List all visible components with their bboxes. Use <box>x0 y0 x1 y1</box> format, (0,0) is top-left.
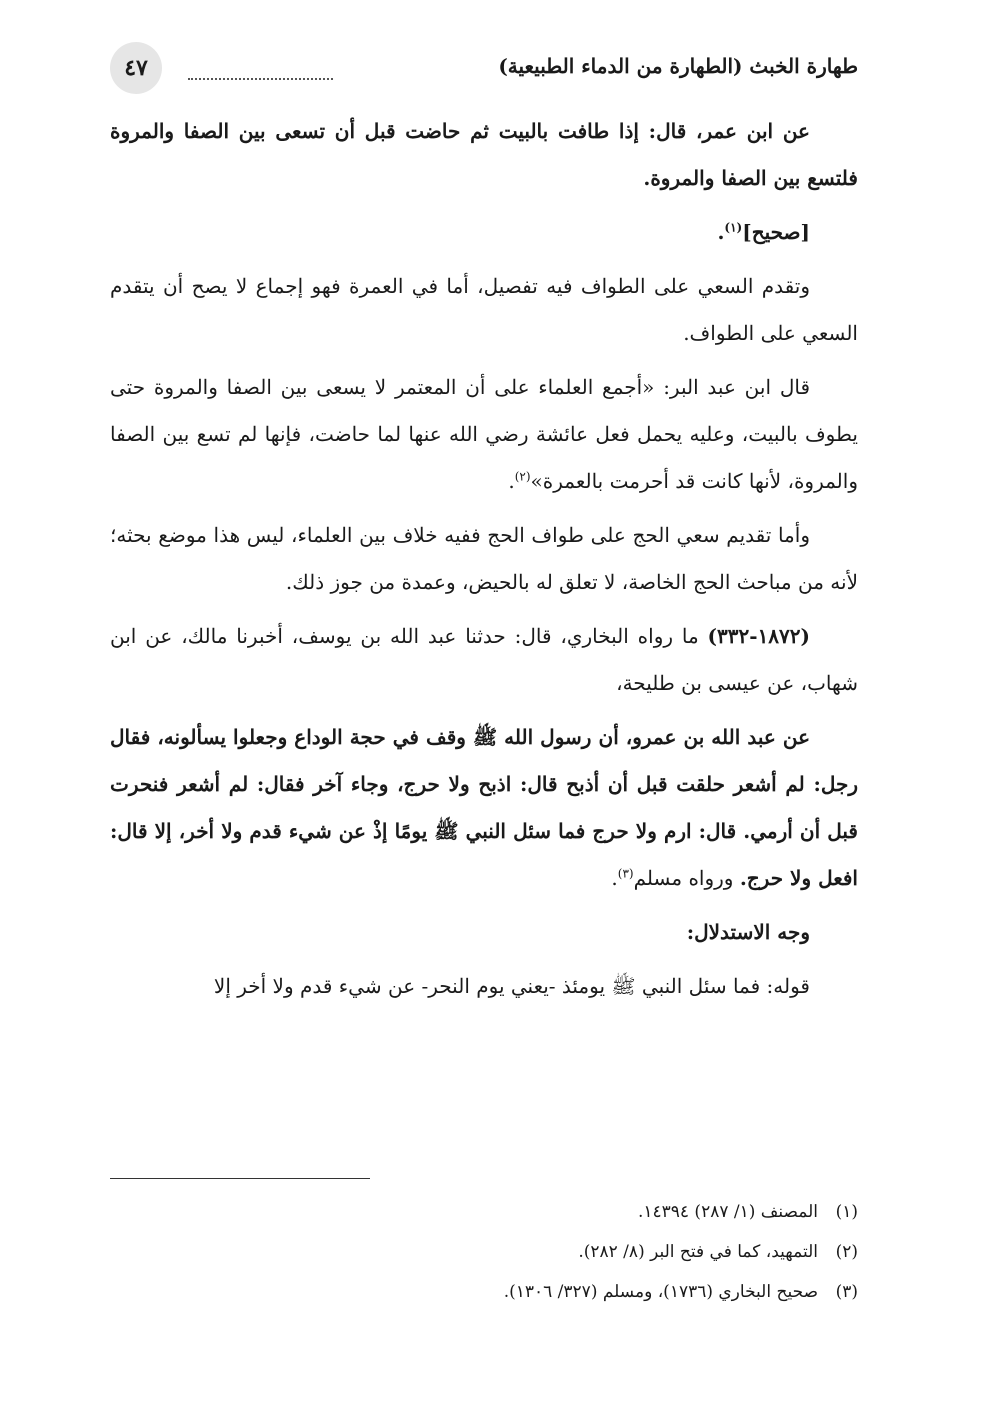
paragraph: وأما تقديم سعي الحج على طواف الحج ففيه خلاف بين العلماء، ليس هذا موضع بحثه؛ لأنه من مباحث الحج الخاصة، لا تعلق له بالحيض، وعمدة من جوز ذلك. <box>110 523 858 594</box>
footnote-number: (٣) <box>835 1282 858 1302</box>
hadith-number: (١٨٧٢-٣٣٢) <box>707 624 810 648</box>
running-header <box>110 40 858 96</box>
footnote-divider <box>110 1178 370 1179</box>
footnote-ref[interactable]: (٣) <box>617 866 634 881</box>
footnote-number: (١) <box>835 1202 858 1222</box>
footnote-ref[interactable]: (١) <box>724 220 743 235</box>
paragraph: قوله: فما سئل النبي ﷺ يومئذ -يعني يوم النحر- عن شيء قدم ولا أخر إلا <box>213 974 810 998</box>
paragraph: (١٨٧٢-٣٣٢) ما رواه البخاري، قال: حدثنا عبد الله بن يوسف، أخبرنا مالك، عن ابن شهاب، عن عيسى بن طليحة، <box>110 624 858 695</box>
page-number: ٤٧ <box>110 42 162 94</box>
footnote: (٣)صحيح البخاري (١٧٣٦)، ومسلم (٣٢٧/ ١٣٠٦). <box>110 1272 858 1312</box>
paragraph: [صحيح]$^{(١)}$. <box>717 220 810 244</box>
footnote: (١)المصنف (١/ ٢٨٧) ١٤٣٩٤. <box>110 1192 858 1232</box>
paragraph: وتقدم السعي على الطواف فيه تفصيل، أما في العمرة فهو إجماع لا يصح أن يتقدم السعي على الطواف. <box>110 274 858 345</box>
header-dot-leader <box>188 54 333 80</box>
footnote-ref[interactable]: (٢) <box>514 469 531 484</box>
footnote: (٢)التمهيد، كما في فتح البر (٨/ ٢٨٢). <box>110 1232 858 1272</box>
section-heading: وجه الاستدلال: <box>686 920 810 944</box>
paragraph: عن ابن عمر، قال: إذا طافت بالبيت ثم حاضت قبل أن تسعى بين الصفا والمروة فلتسع بين الصفا والمروة. <box>110 119 858 190</box>
header-title: طهارة الخبث (الطهارة من الدماء الطبيعية) <box>498 54 858 78</box>
footnote-number: (٢) <box>835 1242 858 1262</box>
paragraph: عن عبد الله بن عمرو، أن رسول الله ﷺ وقف في حجة الوداع وجعلوا يسألونه، فقال رجل: لم أشعر حلقت قبل أن أذبح قال: اذبح ولا حرج، وجاء آخر فقال: لم أشعر فنحرت قبل أن أرمي. قال: ارم ولا حرج فما سئل النبي ﷺ يومًا إذْ عن شيء قدم ولا أخر، إلا قال: افعل ولا حرج. ورواه مسلم$^{(٣)}$. <box>110 725 858 890</box>
body-text <box>110 108 858 1017</box>
paragraph: قال ابن عبد البر: «أجمع العلماء على أن المعتمر لا يسعى بين الصفا والمروة حتى يطوف بالبيت، وعليه يحمل فعل عائشة رضي الله عنها لما حاضت، فإنها لم تسع بين الصفا والمروة، لأنها كانت قد أحرمت بالعمرة»$^{(٢)}$. <box>110 375 858 493</box>
footnotes <box>110 1192 858 1312</box>
